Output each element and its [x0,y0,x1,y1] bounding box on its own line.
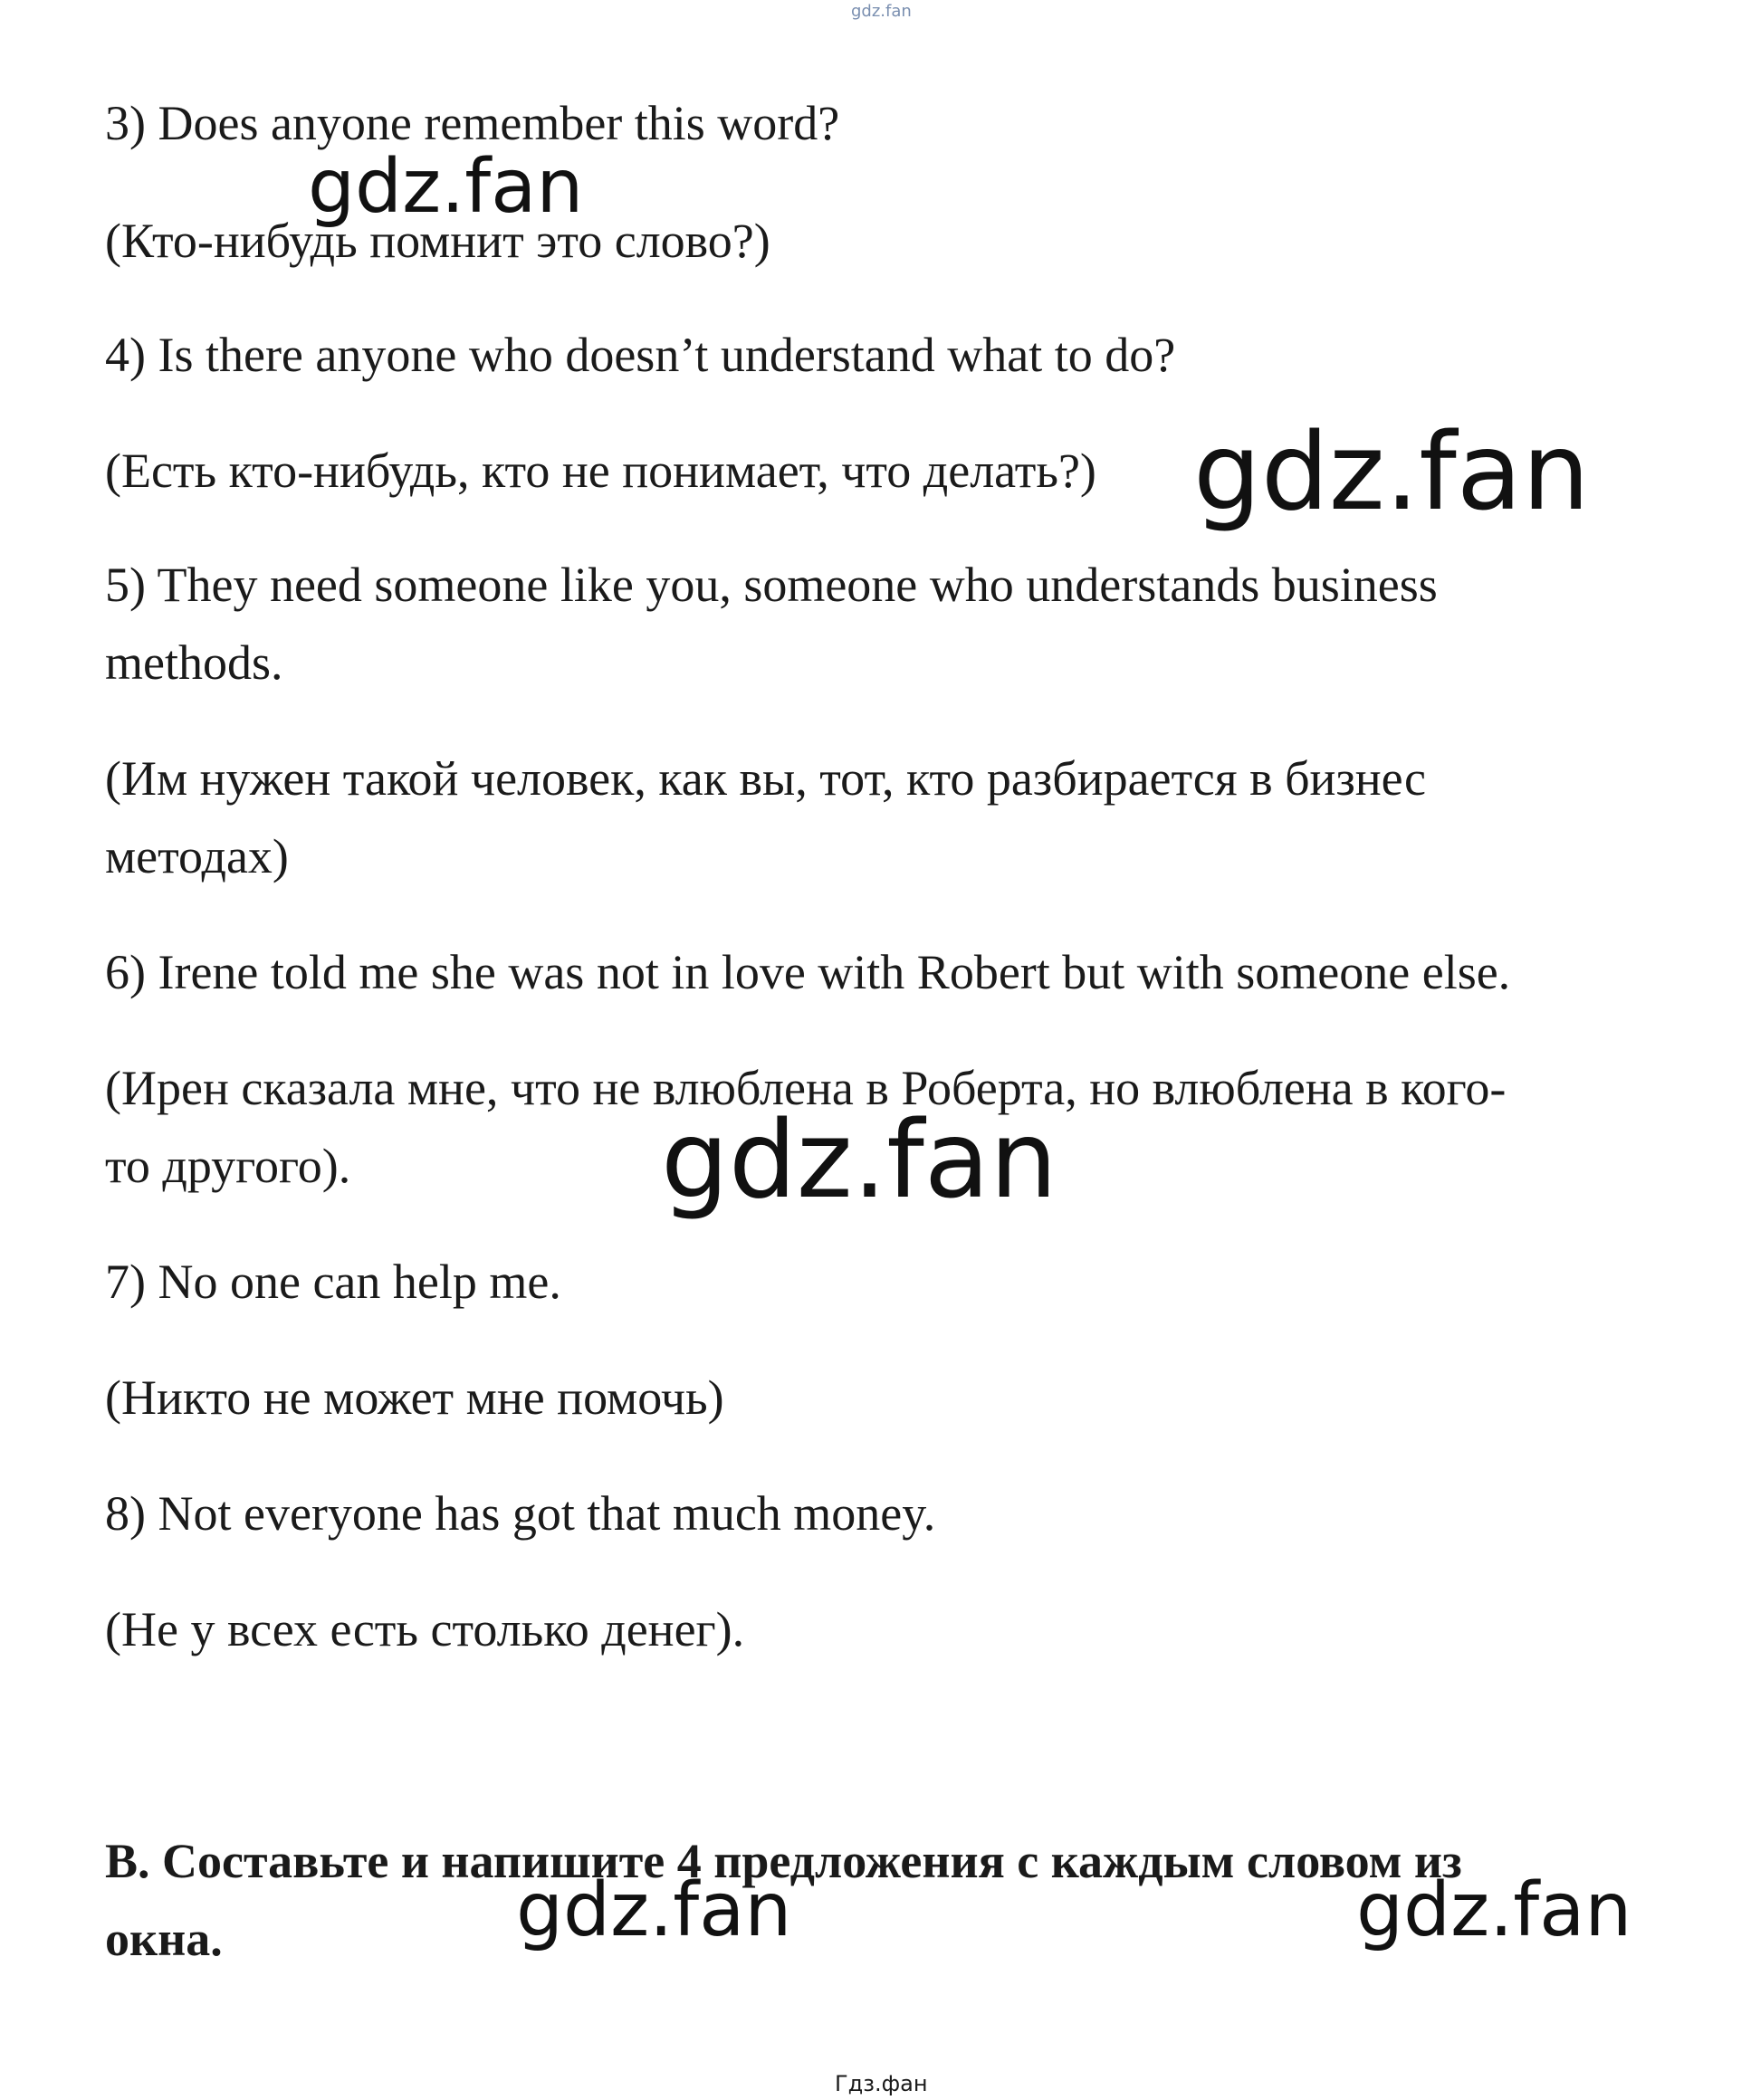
watermark: gdz.fan [308,144,584,230]
answer-8-english: 8) Not everyone has got that much money. [105,1486,936,1541]
task-b-heading-line2: окна. [105,1912,223,1966]
answer-6-english: 6) Irene told me she was not in love with Robert but with someone else. [105,945,1511,999]
answer-8-russian: (Не у всех есть столько денег). [105,1602,745,1656]
answer-6-russian-line1: (Ирен сказала мне, что не влюблена в Роберта, но влюблена в кого- [105,1061,1507,1115]
task-b-heading-line1: B. Составьте и напишите 4 предложения с каждым словом из [105,1834,1462,1888]
answer-7-english: 7) No one can help me. [105,1255,561,1309]
watermark: gdz.fan [1193,409,1590,534]
answer-7-russian: (Никто не может мне помочь) [105,1370,724,1425]
answer-3-russian: (Кто-нибудь помнит это слово?) [105,214,770,268]
watermark: gdz.fan [1356,1867,1632,1953]
answer-4-english: 4) Is there anyone who doesn’t understand what to do? [105,328,1176,382]
watermark: gdz.fan [516,1867,792,1953]
answer-5-russian-line2: методах) [105,829,289,883]
answer-5-english-line2: methods. [105,635,283,690]
answer-5-english-line1: 5) They need someone like you, someone who understands business [105,558,1438,612]
answer-4-russian: (Есть кто-нибудь, кто не понимает, что делать?) [105,444,1096,498]
answer-5-russian-line1: (Им нужен такой человек, как вы, тот, кто разбирается в бизнес [105,751,1426,806]
header-watermark: gdz.fan [851,2,912,21]
answer-6-russian-line2: то другого). [105,1139,351,1193]
answer-3-english: 3) Does anyone remember this word? [105,96,840,150]
footer-watermark: Гдз.фан [835,2071,928,2096]
watermark: gdz.fan [661,1097,1057,1222]
